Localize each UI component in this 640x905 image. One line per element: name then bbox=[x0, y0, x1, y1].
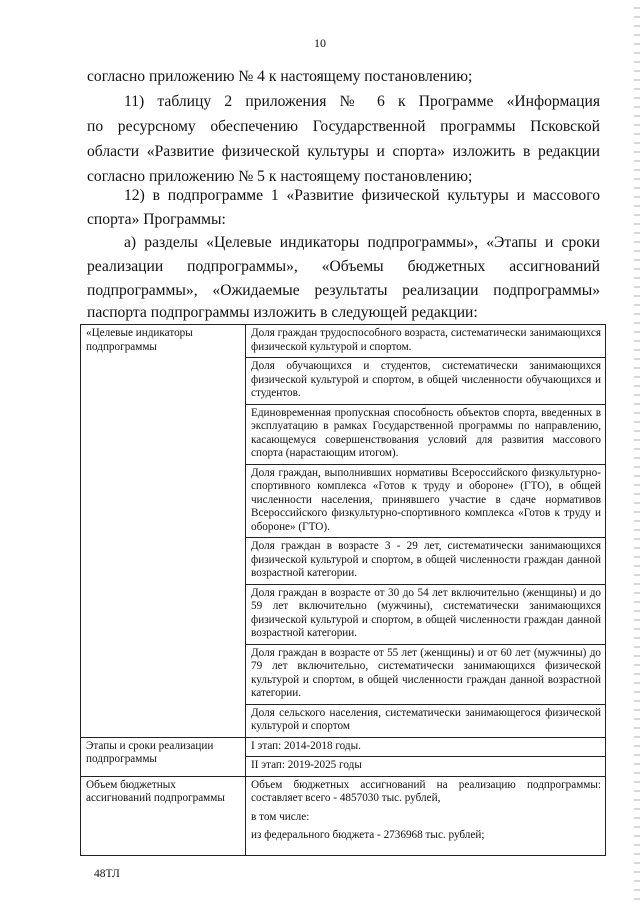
page-number: 10 bbox=[314, 36, 326, 50]
row-label: «Целевые индикаторы подпрограммы bbox=[81, 325, 246, 738]
paragraph-line: согласно приложению № 5 к настоящему постановлению; bbox=[87, 168, 473, 185]
budget-line: Объем бюджетных ассигнований на реализацию подпрограммы: составляет всего - 4857030 тыс. рублей, bbox=[251, 778, 601, 804]
paragraph-line: области «Развитие физической культуры и спорта» изложить в редакции bbox=[87, 143, 600, 160]
indicator-item: Доля сельского населения, систематически занимающегося физической культурой и спортом bbox=[251, 706, 601, 732]
indicator-item: Доля граждан трудоспособного возраста, систематически занимающихся физической культурой и спортом. bbox=[246, 325, 605, 358]
paragraph-line: 11) таблицу 2 приложения № 6 к Программе «Информация bbox=[124, 93, 600, 110]
paragraph-line: по ресурсному обеспечению Государственной программы Псковской bbox=[87, 118, 600, 135]
paragraph-line: паспорта подпрограммы изложить в следующей редакции: bbox=[87, 304, 478, 321]
indicator-item: Доля граждан, выполнивших нормативы Всероссийского физкультурно-спортивного комплекса «Готов к труду и обороне» (ГТО), в общей численности населения, принявшего участие в сдаче нормативов Всероссийского физкультурно-спортивного комплекса «Готов к труду и обороне» (ГТО). bbox=[246, 465, 605, 539]
paragraph-line: спорта» Программы: bbox=[87, 211, 226, 228]
paragraph-line: согласно приложению № 4 к настоящему постановлению; bbox=[87, 68, 473, 85]
budget-line: из федерального бюджета - 2736968 тыс. рублей; bbox=[251, 829, 485, 841]
table-row bbox=[81, 776, 606, 855]
indicator-item: Единовременная пропускная способность объектов спорта, введенных в эксплуатацию в рамках Государственной программы по направлению, касающемуся совершенствования условий для развития массового спорта (нарастающим итогом). bbox=[246, 405, 605, 465]
indicator-item: Доля граждан в возрасте от 30 до 54 лет включительно (женщины) и до 59 лет включительно (мужчины), систематически занимающихся физической культурой и спортом, в общей численности граждан данной возрастной категории. bbox=[246, 585, 605, 645]
indicator-item: Доля обучающихся и студентов, систематически занимающихся физической культурой и спортом, в общей численности обучающихся и студентов. bbox=[246, 358, 605, 405]
paragraph-line: 12) в подпрограмме 1 «Развитие физической культуры и массового bbox=[124, 187, 600, 204]
paragraph-line: реализации подпрограммы», «Объемы бюджетных ассигнований bbox=[87, 258, 600, 275]
row-content bbox=[246, 737, 606, 776]
footer-code: 48ТЛ bbox=[94, 868, 120, 880]
page-edge bbox=[634, 0, 640, 905]
indicator-item: Доля граждан в возрасте 3 - 29 лет, систематически занимающихся физической культурой и спортом, в общей численности граждан данной возрастной категории. bbox=[246, 538, 605, 585]
indicator-item: Доля граждан в возрасте от 55 лет (женщины) и от 60 лет (мужчины) до 79 лет включительно, систематически занимающихся физической культурой и спортом, в общей численности граждан данной возрастной категории. bbox=[246, 645, 605, 705]
budget-line: в том числе: bbox=[251, 810, 310, 823]
row-label: Объем бюджетных ассигнований подпрограммы bbox=[81, 776, 246, 855]
table-row bbox=[81, 737, 606, 776]
stage-item: II этап: 2019-2025 годы bbox=[251, 759, 362, 771]
passport-table bbox=[80, 324, 606, 856]
stage-item: I этап: 2014-2018 годы. bbox=[246, 738, 605, 758]
table-row bbox=[81, 325, 606, 738]
row-content bbox=[246, 325, 606, 738]
row-content bbox=[246, 776, 606, 855]
paragraph-line: подпрограммы», «Ожидаемые результаты реализации подпрограммы» bbox=[87, 282, 600, 299]
row-label: Этапы и сроки реализации подпрограммы bbox=[81, 737, 246, 776]
paragraph-line: а) разделы «Целевые индикаторы подпрограммы», «Этапы и сроки bbox=[124, 234, 600, 251]
